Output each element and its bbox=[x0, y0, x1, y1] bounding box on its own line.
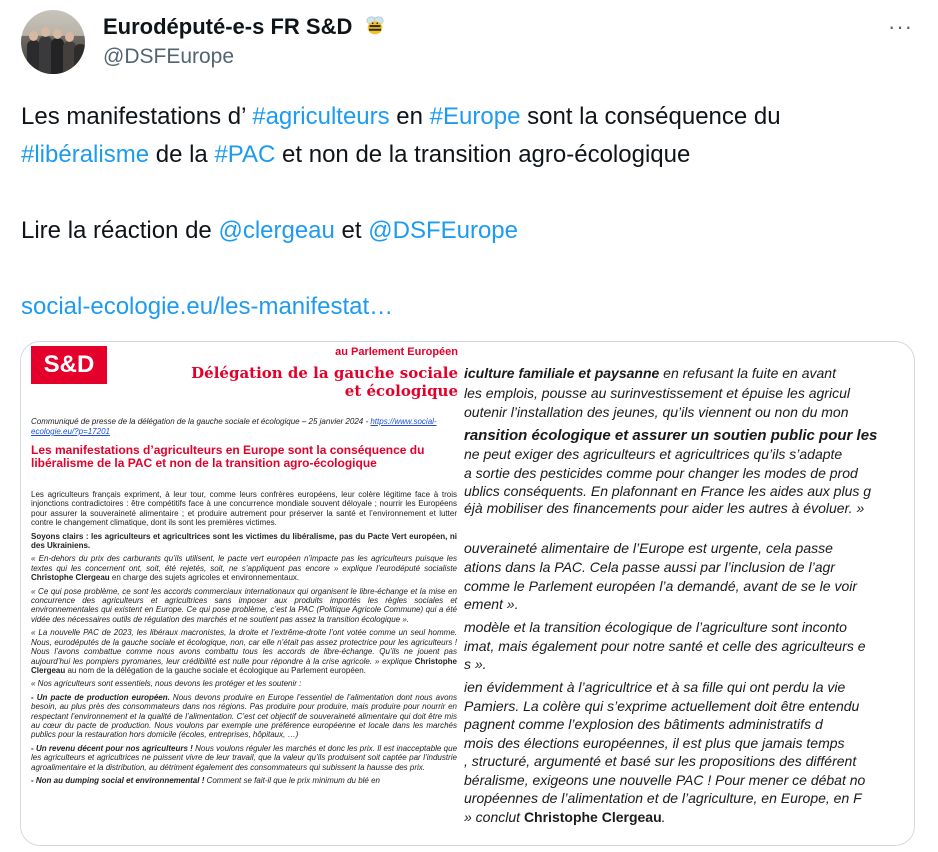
paragraph: Les agriculteurs français expriment, à leur tour, comme leurs confrères européens, leur colère légitime face à trois injonctions contradictoires : être compétitifs face à une concurrence mondiale souvent déloyale ; nourrir les Européens pour assurer la souveraineté alimentaire ; et produire autrement pour préserver la santé et l’environnement et lutter contre le changement climatique, dont ils sont les premières victimes. bbox=[31, 490, 457, 528]
document-body bbox=[31, 490, 457, 789]
avatar[interactable] bbox=[21, 10, 85, 74]
page2-line: mois des élections européennes, il est plus que jamais temps bbox=[464, 735, 845, 751]
article-link[interactable]: social-ecologie.eu/les-manifestat… bbox=[21, 293, 394, 320]
page2-line: a sortie des pesticides comme pour changer les modes de prod bbox=[464, 465, 858, 481]
page2-line: béralisme, exigeons une nouvelle PAC ! Pour mener ce débat no bbox=[464, 772, 866, 788]
paragraph: - Un pacte de production européen. Nous devons produire en Europe l’essentiel de l’alimentation dont nous avons besoin, au plus près des consommateurs dans nos régions. Pas produire pour produire, mais produire pour nourrir en respectant l’environnement et la qualité de l’alimentation. C’est cet objectif de souveraineté alimentaire qui doit être mis au cœur du pacte de production. Nous voulons par exemple une préférence européenne et locale dans les marchés publics pour la restauration hors domicile (écoles, entreprises, hôpitaux, …) bbox=[31, 692, 457, 740]
mention-dsfeurope[interactable]: @DSFEurope bbox=[368, 217, 519, 244]
attached-image[interactable] bbox=[20, 341, 915, 846]
page2-line: éjà mobiliser des financements pour aider les autres à évoluer. » bbox=[464, 500, 865, 516]
hashtag-agriculteurs[interactable]: #agriculteurs bbox=[252, 103, 390, 130]
tweet-text: Les manifestations d’ #agriculteurs en #Europe sont la conséquence du #libéralisme de la #PAC et non de la transition agro-écologique Lire la réaction de @clergeau et @DSFEurope social-ecologie.eu/les-manifestat… bbox=[21, 98, 921, 326]
page2-line: , structuré, argumenté et basé sur les propositions des différent bbox=[464, 753, 857, 769]
more-options-button[interactable]: ··· bbox=[888, 14, 913, 39]
page2-line: ien évidemment à l’agricultrice et à sa fille qui ont perdu la vie bbox=[464, 679, 846, 695]
page2-line: modèle et la transition écologique de l’agriculture sont inconto bbox=[464, 619, 847, 635]
hashtag-liberalisme[interactable]: #libéralisme bbox=[21, 141, 150, 168]
sd-logo: S&D bbox=[31, 346, 107, 384]
bee-icon bbox=[364, 15, 386, 37]
document-page-1 bbox=[21, 342, 464, 846]
hashtag-pac[interactable]: #PAC bbox=[214, 141, 276, 168]
paragraph: « Ce qui pose problème, ce sont les accords commerciaux internationaux qui organisent le libre-échange et la mise en concurrence des agriculteurs et agricultrices sans imposer aux produits importés les règles sociales et environnementales qui existent en Europe. Ce qui pose problème, c’est la PAC (Politique Agricole Commune) qui a été vidée des nécessaires outils de régulation des marchés et ne soutient pas assez la transition écologique ». bbox=[31, 586, 457, 624]
page2-line: pagnent comme l’explosion des bâtiments administratifs d bbox=[464, 716, 823, 732]
hashtag-europe[interactable]: #Europe bbox=[429, 103, 521, 130]
page2-line: outenir l’installation des jeunes, qu’ils viennent ou non du mon bbox=[464, 404, 849, 420]
page2-line: ouveraineté alimentaire de l’Europe est urgente, cela passe bbox=[464, 540, 833, 556]
page2-line: ne peut exiger des agriculteurs et agricultrices qu’ils s’adapte bbox=[464, 446, 843, 462]
page2-line: iculture familiale et paysanne en refusant la fuite en avant bbox=[464, 365, 836, 381]
paragraph: - Un revenu décent pour nos agriculteurs ! Nous voulons réguler les marchés et donc les prix. Il est inacceptable que les agriculteurs et agricultrices ne puissent vivre de leur travail, que la valeur qu’ils produisent soit captée par l’industrie agroalimentaire et la distribution, au détriment également des consommateurs qui subissent la hausse des prix. bbox=[31, 743, 458, 772]
page2-line: ublics conséquents. En plafonnant en France les aides aux plus g bbox=[464, 483, 872, 499]
page2-line: ement ». bbox=[464, 596, 519, 612]
delegation-title: Délégation de la gauche sociale et écologique bbox=[191, 364, 458, 400]
document-title: Les manifestations d’agriculteurs en Europe sont la conséquence du libéralisme de la PAC et non de la transition agro-écologique bbox=[31, 443, 425, 470]
communique-line: Communiqué de presse de la délégation de la gauche sociale et écologique – 25 janvier 2024 - https://www.social-ecologie.eu/?p=17201 bbox=[31, 417, 437, 436]
paragraph: « Nos agriculteurs sont essentiels, nous devons les protéger et les soutenir : bbox=[31, 679, 302, 689]
communique-link: https://www.social-ecologie.eu/?p=17201 bbox=[31, 417, 437, 436]
author-handle[interactable]: @DSFEurope bbox=[103, 45, 235, 68]
page2-line: imat, mais également pour notre santé et celle des agriculteurs e bbox=[464, 638, 866, 654]
page2-line: ations dans la PAC. Cela passe aussi par l’inclusion de l’agr bbox=[464, 559, 835, 575]
mention-clergeau[interactable]: @clergeau bbox=[218, 217, 335, 244]
page2-line: les emplois, pousse au surinvestissement et épuise les agricul bbox=[464, 385, 850, 401]
document-page-2 bbox=[464, 342, 915, 846]
paragraph: « En-dehors du prix des carburants qu’ils utilisent, le pacte vert européen n’impacte pas les agriculteurs puisque les textes qui les concernent ont, soit, été rejetés, soit, ne s’appliquent pas encore » explique l’eurodéputé socialiste Christophe Clergeau en charge des sujets agricoles et environnementaux. bbox=[31, 554, 457, 583]
page2-line: » conclut Christophe Clergeau. bbox=[464, 809, 666, 825]
page2-line: ransition écologique et assurer un soutien public pour les bbox=[464, 427, 878, 444]
page2-line: uropéennes de l’alimentation et de l’agriculture, en Europe, en F bbox=[464, 790, 862, 806]
page2-line: s ». bbox=[464, 656, 487, 672]
author-name[interactable]: Eurodéputé-e-s FR S&D bbox=[103, 14, 386, 40]
paragraph: - Non au dumping social et environnemental ! Comment se fait-il que le prix minimum du blé en bbox=[31, 775, 380, 785]
paragraph: Soyons clairs : les agriculteurs et agricultrices sont les victimes du libéralisme, pas du Pacte Vert européen, ni des Ukrainiens. bbox=[31, 531, 457, 551]
paragraph: « La nouvelle PAC de 2023, les libéraux macronistes, la droite et l’extrême-droite l’ont votée comme un seul homme. Nous, eurodéputés de la gauche sociale et écologique, non, car elle n’était pas assez protectrice pour les agriculteurs ! Nous l’avons combattue comme nous avons combattu tous les accords de libre-échange. Qu’ils ne jouent pas aujourd’hui les pompiers pyromanes, leur crédibilité est nulle pour répondre à la crise agricole. » explique Christophe Clergeau au nom de la délégation de la gauche sociale et écologique au Parlement européen. bbox=[31, 628, 457, 675]
page2-line: comme le Parlement européen l’a demandé, avant de se le voir bbox=[464, 578, 857, 594]
parliament-label: au Parlement Européen bbox=[335, 346, 458, 358]
page2-line: Pamiers. La colère qui s’exprime actuellement doit être entendu bbox=[464, 698, 860, 714]
